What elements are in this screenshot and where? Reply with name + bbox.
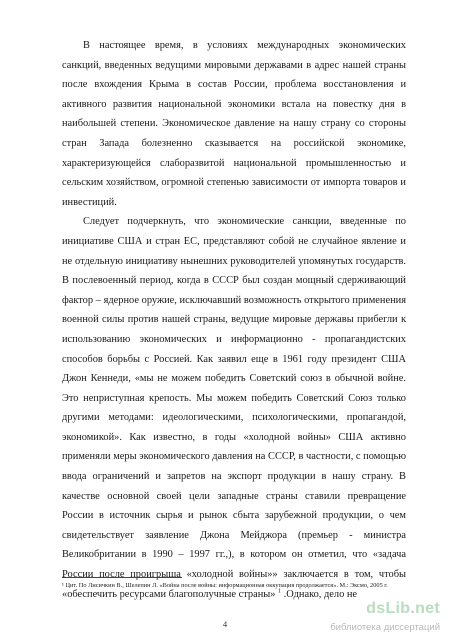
watermark-logo (306, 600, 440, 634)
body-text (62, 36, 406, 604)
footnote-divider (62, 577, 182, 578)
watermark-subtitle: библиотека диссертаций (330, 622, 440, 633)
footnote: ¹ Цит. По Лисичкин В., Шелепин Л. «Война после войны: информационная оккупация продолжается». М.: Эксмо, 2005 г. (62, 582, 388, 589)
watermark-title: dsLib.net (366, 600, 440, 617)
paragraph-2 (62, 212, 406, 604)
page-number: 4 (222, 619, 228, 629)
paragraph-2-tail: .Однако, дело не (281, 588, 358, 600)
footnote-reference[interactable]: 1 (278, 588, 282, 595)
paragraph-1: В настоящее время, в условиях международных экономических санкций, введенных ведущими мировыми державами в адрес нашей страны после вхождения Крыма в состав России, проблема восстановления и активного развития национальной экономики встала на повестку дня в наибольшей степени. Экономическое давление на нашу страну со стороны стран Запада болезненно сказывается на российской экономике, характеризующейся слаборазвитой национальной промышленностью и сельским хозяйством, огромной степенью зависимости от импорта товаров и инвестиций. (62, 40, 406, 208)
paragraph-2-text: Следует подчеркнуть, что экономические санкции, введенные по инициативе США и стран ЕС, представляют собой не случайное явление и не отдельную инициативу нынешних руководителей упомянутых государств. В послевоенный период, когда в СССР был создан мощный сдерживающий фактор – ядерное оружие, исключавший возможность открытого применения военной силы против нашей страны, ведущие мировые державы прибегли к использованию экономических и информационно - пропагандистских способов борьбы с Россией. Как заявил еще в 1961 году президент США Джон Кеннеди, «мы не можем победить Советский союз в обычной войне. Это неприступная крепость. Мы можем победить Советский Союз только другими методами: идеологическими, психологическими, пропагандой, экономикой». Как известно, в годы «холодной войны» США активно применяли меры экономического давления на СССР, в частности, с помощью ввода ограничений и запретов на экспорт продукции в нашу страну. В качестве основной своей цели западные страны ставили превращение России в источник сырья и рынок сбыта зарубежной продукции, о чем свидетельствует заявление Джона Мейджора (премьер - министра Великобритании в 1990 – 1997 гг.,), в котором он отметил, что «задача России после проигрыша «холодной войны»» заключается в том, чтобы «обеспечить ресурсами благополучные страны» (62, 216, 406, 600)
